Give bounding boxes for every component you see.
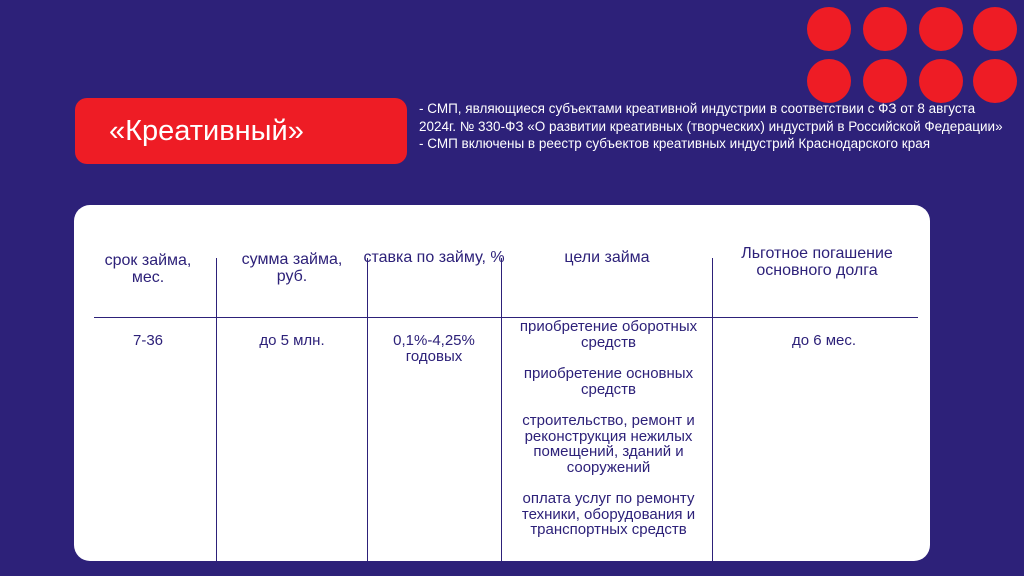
program-title: «Креативный» xyxy=(75,98,407,164)
decor-dot xyxy=(807,7,851,51)
criteria-item: - СМП включены в реестр субъектов креативных индустрий Краснодарского края xyxy=(419,136,931,151)
goal-item: строительство, ремонт и реконструкция нежилых помещений, зданий и сооружений xyxy=(522,412,695,476)
header-grace: Льготное погашение основного долга xyxy=(741,245,893,279)
decor-dot xyxy=(863,7,907,51)
header-rate: ставка по займу, % xyxy=(363,249,505,266)
loan-terms-table xyxy=(74,205,930,561)
value-rate: 0,1%-4,25% годовых xyxy=(393,332,475,365)
column-divider xyxy=(367,258,368,561)
decor-dot xyxy=(919,7,963,51)
goal-item: оплата услуг по ремонту техники, оборудования и транспортных средств xyxy=(521,490,696,538)
goal-item: приобретение основных средств xyxy=(523,365,694,398)
value-amount: до 5 млн. xyxy=(259,332,325,349)
decor-dot xyxy=(973,7,1017,51)
decor-dot xyxy=(807,59,851,103)
header-amount: сумма займа, руб. xyxy=(241,251,343,285)
header-divider xyxy=(94,317,918,318)
eligibility-criteria xyxy=(419,100,1004,153)
goal-item: приобретение оборотных средств xyxy=(519,318,698,351)
value-term: 7-36 xyxy=(132,332,164,349)
criteria-item: - СМП, являющиеся субъектами креативной индустрии в соответствии с ФЗ от 8 августа 2024г. № 330-ФЗ «О развитии креативных (творческих) индустрий в Российской Федерации» xyxy=(419,101,1003,134)
header-goals: цели займа xyxy=(564,249,650,266)
value-grace: до 6 мес. xyxy=(791,332,857,349)
header-term: срок займа, мес. xyxy=(104,252,192,286)
decor-dot xyxy=(919,59,963,103)
decorative-dots xyxy=(807,7,1019,103)
decor-dot xyxy=(863,59,907,103)
decor-dot xyxy=(973,59,1017,103)
column-divider xyxy=(216,258,217,561)
value-goals xyxy=(502,319,715,554)
